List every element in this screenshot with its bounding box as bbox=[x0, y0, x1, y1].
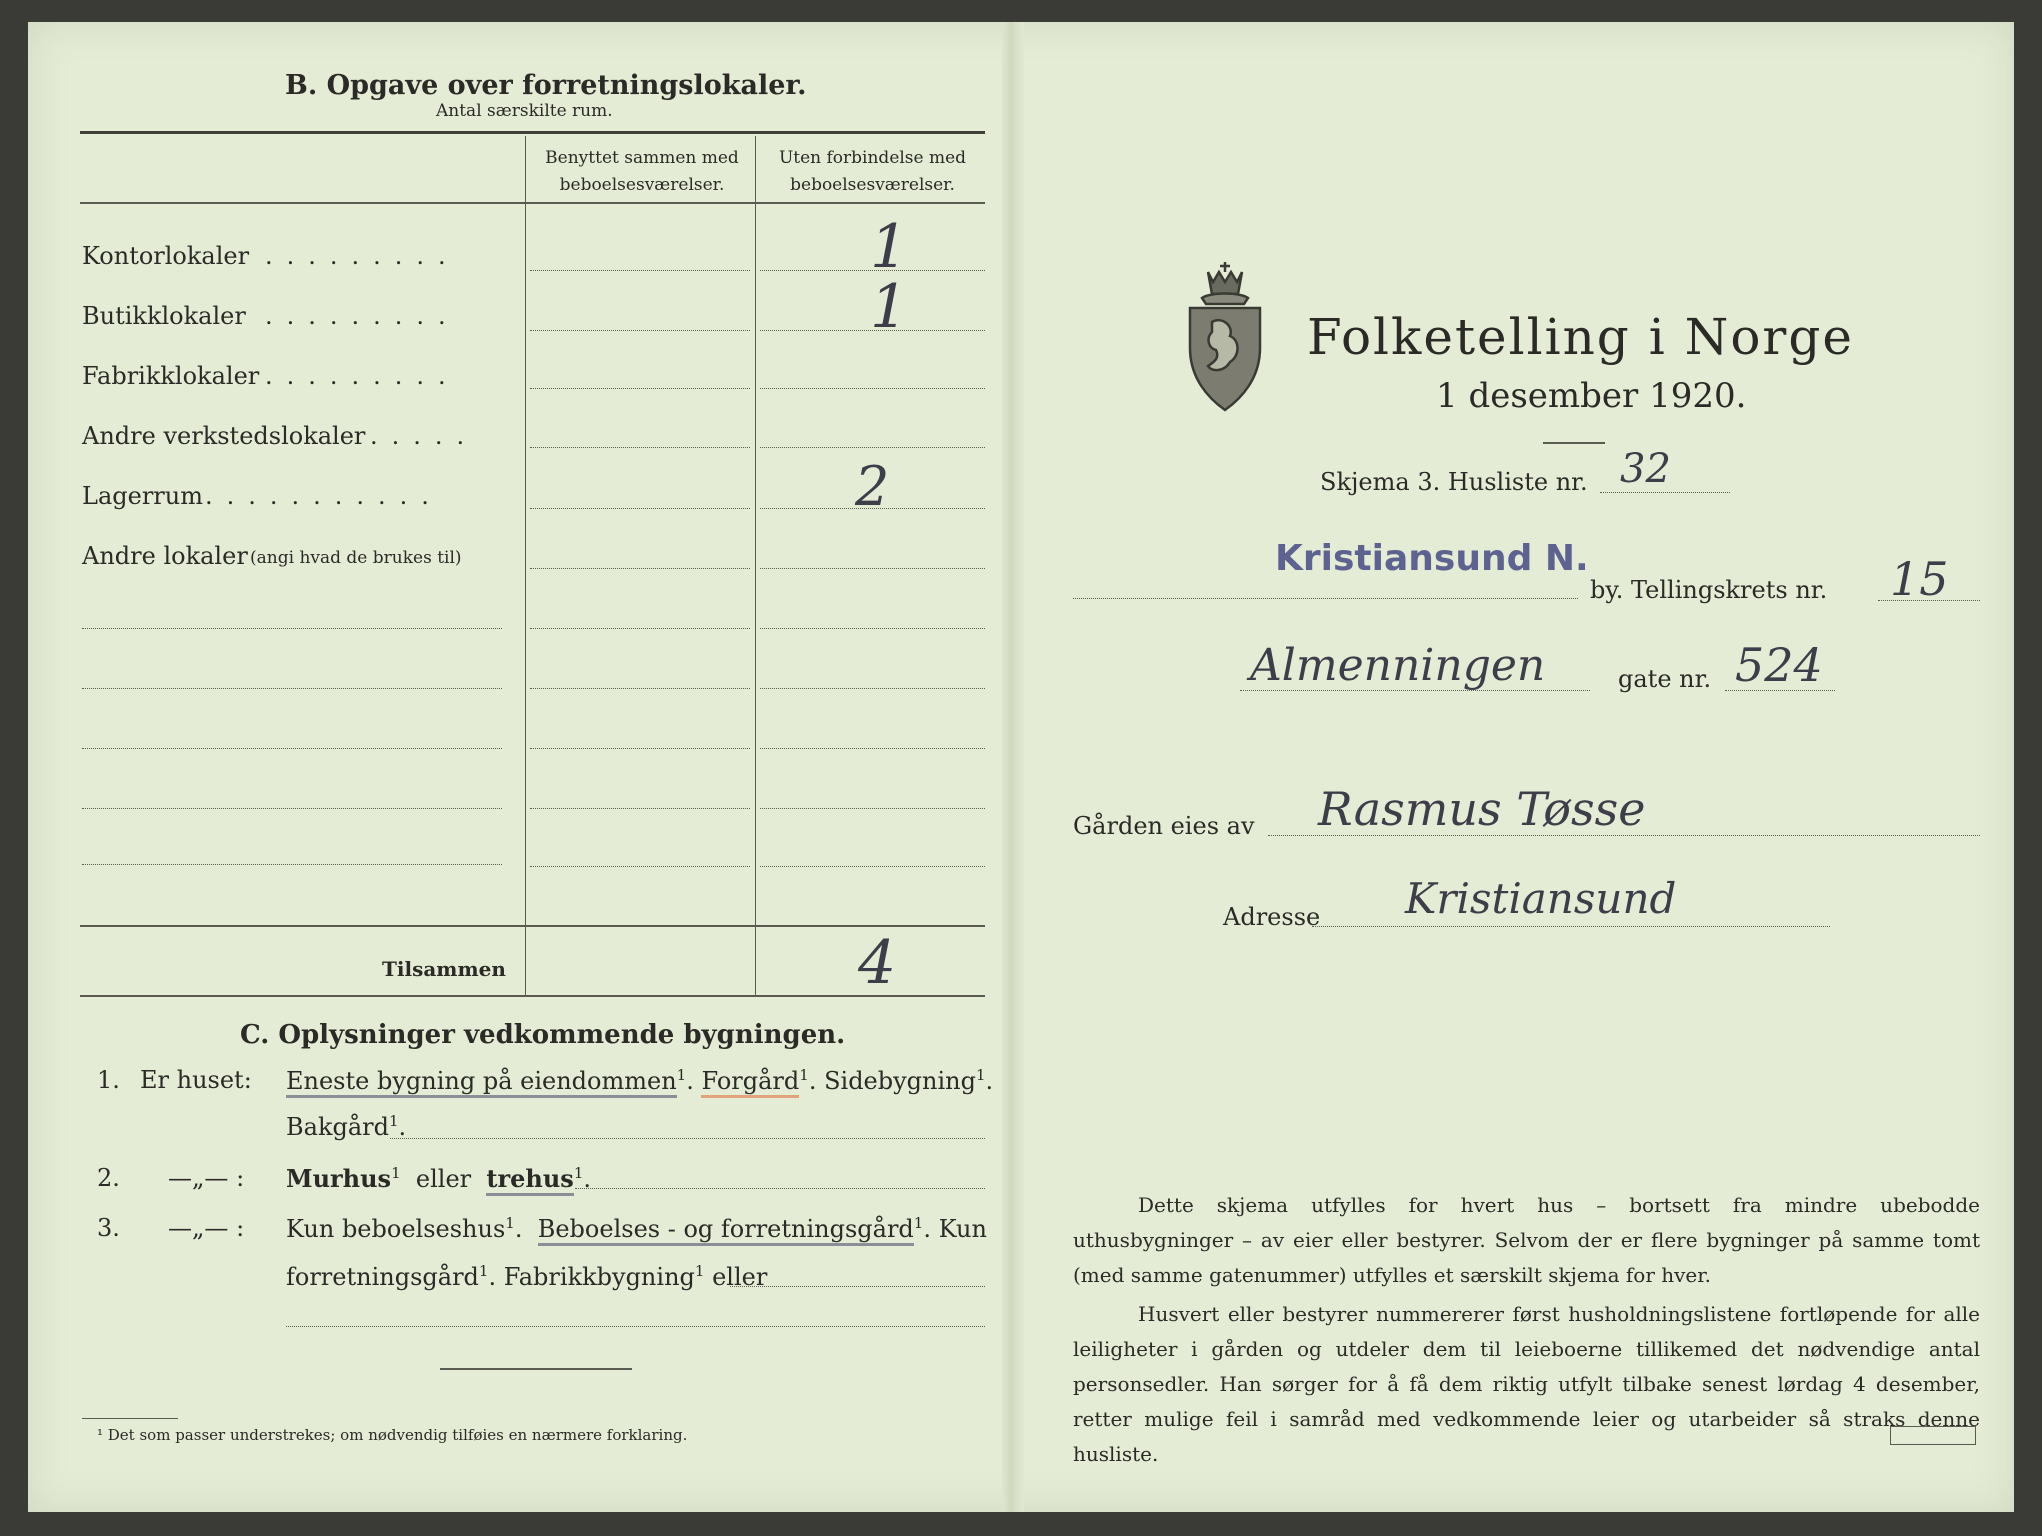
instructions-paragraph-2: Husvert eller bestyrer nummererer først husholdningslistene fortløpende for alle leiligheter i gården og utdeler dem til leieboerne tillikemed det nødvendige antal personsedler. Han sørger for å få dem riktig utfylt tilbake senest lørdag 4 desember, retter mulige feil i samråd med vedkommende leier og utarbeider så straks denne husliste. bbox=[1073, 1302, 1980, 1466]
rule bbox=[760, 628, 985, 629]
rule bbox=[82, 808, 502, 809]
section-b-title: B. Opgave over forretningslokaler. bbox=[285, 70, 807, 101]
rule bbox=[1073, 598, 1578, 599]
row-label-kontorlokaler: Kontorlokaler bbox=[82, 242, 250, 270]
leader-dots: ........... bbox=[205, 482, 443, 510]
row-label-lagerrum: Lagerrum bbox=[82, 482, 203, 510]
rule bbox=[760, 508, 985, 509]
rule bbox=[82, 864, 502, 865]
rule bbox=[760, 748, 985, 749]
rule bbox=[530, 748, 750, 749]
rule bbox=[530, 447, 750, 448]
option-fabrikkbygning: Fabrikkbygning bbox=[503, 1263, 695, 1291]
instructions-paragraph-1: Dette skjema utfylles for hvert hus – bortsett fra mindre ubebodde uthusbygninger – av eier eller bestyrer. Selvom der er flere bygninger på samme tomt (med samme gatenummer) utfylles et særskilt skjema for hver. bbox=[1073, 1193, 1980, 1287]
rule bbox=[1600, 492, 1730, 493]
skjema-label: Skjema 3. Husliste nr. bbox=[1320, 468, 1588, 496]
handwritten-value: 1 bbox=[870, 212, 909, 282]
total-label: Tilsammen bbox=[382, 957, 506, 981]
rule bbox=[286, 1326, 985, 1327]
owner-label: Gården eies av bbox=[1073, 812, 1255, 840]
q1-number: 1. bbox=[97, 1066, 120, 1094]
rule bbox=[730, 1286, 985, 1287]
leader-dots: ......... bbox=[265, 302, 460, 330]
husliste-number: 32 bbox=[1620, 446, 1671, 492]
section-b-subtitle: Antal særskilte rum. bbox=[436, 101, 613, 121]
leader-dots: ......... bbox=[265, 242, 460, 270]
address-label: Adresse bbox=[1223, 903, 1321, 931]
rule bbox=[82, 1418, 178, 1419]
rule bbox=[1543, 442, 1605, 444]
ditto-mark: —„— : bbox=[168, 1214, 245, 1242]
option-forretningsgard: forretningsgård bbox=[286, 1263, 479, 1291]
rule bbox=[760, 808, 985, 809]
handwritten-total: 4 bbox=[858, 928, 897, 998]
form-title: Folketelling i Norge bbox=[1307, 308, 1854, 366]
option-kun-beboelseshus: Kun beboelseshus bbox=[286, 1215, 506, 1243]
rule bbox=[1725, 690, 1835, 691]
option-bakgard: Bakgård bbox=[286, 1113, 389, 1141]
rule bbox=[760, 447, 985, 448]
rule bbox=[530, 688, 750, 689]
handwritten-value: 2 bbox=[855, 455, 890, 518]
gate-number: 524 bbox=[1735, 638, 1823, 692]
column-header-benyttet: Benyttet sammen med beboelsesværelser. bbox=[545, 148, 739, 195]
option-eneste-bygning: Eneste bygning på eiendommen bbox=[286, 1067, 677, 1098]
option-trehus: trehus bbox=[486, 1164, 573, 1196]
q1-lead: Er huset: bbox=[140, 1066, 252, 1094]
option-murhus: Murhus bbox=[286, 1164, 392, 1193]
q2-number: 2. bbox=[97, 1164, 120, 1192]
rule bbox=[80, 995, 985, 997]
option-forgard: Forgård bbox=[701, 1067, 799, 1098]
gate-label: gate nr. bbox=[1618, 665, 1712, 693]
column-header-uten: Uten forbindelse med beboelsesværelser. bbox=[778, 148, 967, 195]
rule bbox=[530, 628, 750, 629]
q1-line-2: Bakgård$^1$. bbox=[286, 1112, 407, 1141]
rule bbox=[1312, 926, 1830, 927]
page-fold bbox=[1002, 22, 1024, 1512]
section-c-title: C. Oplysninger vedkommende bygningen. bbox=[240, 1020, 846, 1050]
rule bbox=[760, 388, 985, 389]
rule bbox=[760, 568, 985, 569]
rule bbox=[80, 925, 985, 927]
rule bbox=[530, 270, 750, 271]
row-label-fabrikklokaler: Fabrikklokaler bbox=[82, 362, 260, 390]
rule bbox=[80, 131, 985, 134]
rule bbox=[1878, 600, 1980, 601]
column-divider bbox=[755, 136, 756, 996]
rule bbox=[760, 330, 985, 331]
leader-dots: ..... bbox=[370, 422, 479, 450]
rule bbox=[1268, 835, 1980, 836]
row-label-andre-verkstedslokaler: Andre verkstedslokaler bbox=[82, 422, 366, 450]
rule bbox=[530, 808, 750, 809]
q3-line: Kun beboelseshus$^1$. Beboelses - og forretningsgård$^1$. Kun bbox=[286, 1214, 987, 1243]
rule bbox=[82, 628, 502, 629]
census-date: 1 desember 1920. bbox=[1436, 376, 1747, 416]
q1-line: Eneste bygning på eiendommen$^1$. Forgård$^1$. Sidebygning$^1$. bbox=[286, 1066, 993, 1095]
owner-address: Kristiansund bbox=[1405, 874, 1677, 923]
rule bbox=[760, 866, 985, 867]
rule bbox=[1240, 690, 1590, 691]
option-beboelses-og-forretningsgard: Beboelses - og forretningsgård bbox=[538, 1215, 914, 1246]
rule bbox=[390, 1138, 985, 1139]
norwegian-coat-of-arms-icon bbox=[1180, 262, 1270, 417]
q2-line: Murhus$^1$ eller trehus$^1$. bbox=[286, 1164, 591, 1193]
rule bbox=[440, 1368, 632, 1370]
by-tellingskrets-label: by. Tellingskrets nr. bbox=[1590, 576, 1828, 604]
handwritten-value: 1 bbox=[870, 272, 909, 342]
row-note: (angi hvad de brukes til) bbox=[250, 548, 462, 568]
row-label-butikklokaler: Butikklokaler bbox=[82, 302, 246, 330]
street-name: Almenningen bbox=[1250, 640, 1546, 691]
column-divider bbox=[525, 136, 526, 996]
owner-name: Rasmus Tøsse bbox=[1318, 782, 1646, 836]
ditto-mark: —„— : bbox=[168, 1164, 245, 1192]
rule bbox=[530, 866, 750, 867]
rule bbox=[82, 688, 502, 689]
rule bbox=[530, 568, 750, 569]
tellingskrets-number: 15 bbox=[1890, 552, 1949, 606]
footnote: ¹ Det som passer understrekes; om nødvendig tilføies en nærmere forklaring. bbox=[97, 1426, 688, 1444]
leader-dots: ......... bbox=[265, 362, 460, 390]
rule bbox=[530, 330, 750, 331]
rule bbox=[760, 688, 985, 689]
rule bbox=[82, 748, 502, 749]
rule bbox=[575, 1188, 985, 1189]
rule bbox=[530, 388, 750, 389]
rule bbox=[760, 270, 985, 271]
q3-line-2: forretningsgård$^1$. Fabrikkbygning$^1$ eller bbox=[286, 1262, 768, 1291]
option-sidebygning: Sidebygning bbox=[824, 1067, 976, 1095]
rule bbox=[80, 202, 985, 204]
printer-mark bbox=[1890, 1426, 1976, 1445]
rule bbox=[530, 508, 750, 509]
q3-number: 3. bbox=[97, 1214, 120, 1242]
row-label-andre-lokaler: Andre lokaler bbox=[82, 542, 248, 570]
town-stamp: Kristiansund N. bbox=[1275, 538, 1589, 579]
